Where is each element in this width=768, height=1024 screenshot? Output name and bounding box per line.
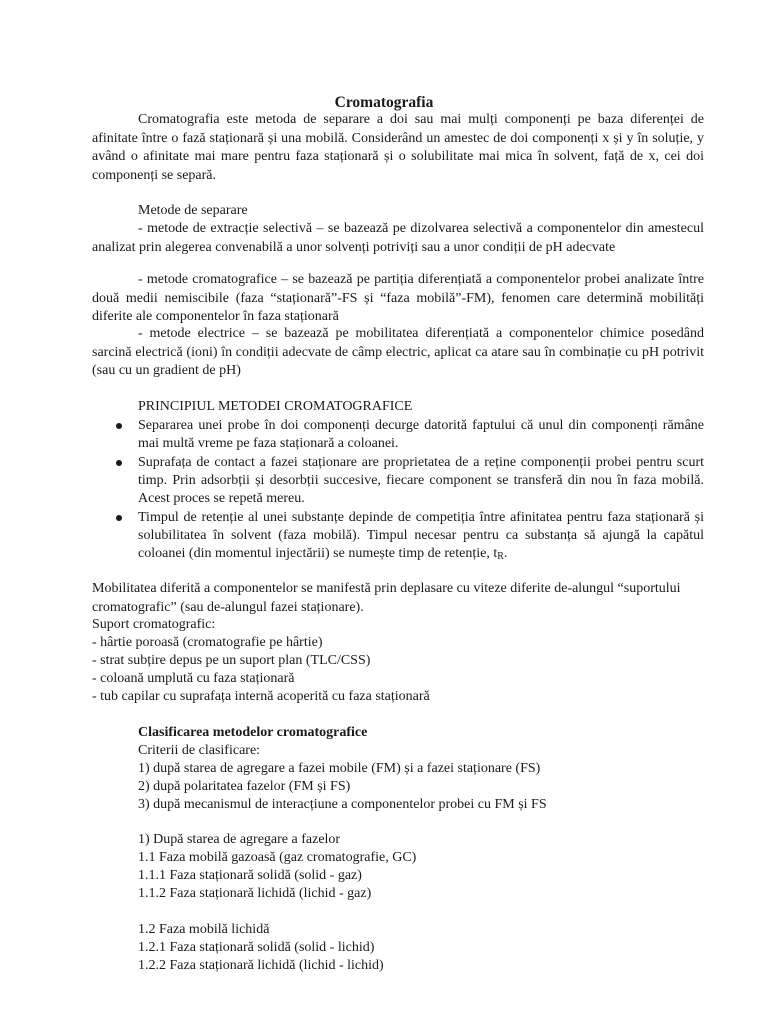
aggregation-gas-item: 1.1.1 Faza staționară solidă (solid - gaz) [138, 868, 362, 883]
page-title: Cromatografia [334, 94, 434, 111]
list-item: Timpul de retenție al unei substanțe depinde de competiția între afinitatea pentru faza staționară și solubilitatea în solvent (faza mobilă). Timpul necesar pentru ca substanța să ajungă la capătul coloanei (din momentul injectării) se numește timp de retenție, $t_R$. [114, 509, 704, 566]
retention-subscript: R [497, 551, 504, 562]
principle-heading: PRINCIPIUL METODEI CROMATOGRAFICE [138, 399, 413, 414]
support-item: - coloană umplută cu faza staționară [92, 671, 295, 686]
method-electric: - metode electrice – se bazează pe mobilitatea diferențiată a componentelor chimice posedând sarcină electrică (ioni) în condiții adecvate de câmp electric, aplicat ca atare sau în combinație cu pH potrivit (sau cu un gradient de pH) [92, 326, 704, 378]
support-item: - hârtie poroasă (cromatografie pe hârtie) [92, 635, 323, 650]
aggregation-gas-item: 1.1.2 Faza staționară lichidă (lichid - gaz) [138, 886, 372, 901]
method-chromatographic: - metode cromatografice – se bazează pe partiția diferențiată a componentelor probei analizate între două medii nemiscibile (faza “staționară”-FS și “faza mobilă”-FM), fenomen care determină mobilități diferite ale componentelor în faza staționară [92, 272, 704, 324]
criteria-item: 1) după starea de agregare a fazei mobile (FM) și a fazei staționare (FS) [138, 761, 541, 776]
bullet-icon [116, 460, 122, 466]
method-extraction: - metode de extracție selectivă – se bazează pe dizolvarea selectivă a componentelor din amestecul analizat prin alegerea convenabilă a unor solvenți potriviți sau a unor condiții de pH adecvate [92, 221, 704, 255]
criteria-item: 2) după polaritatea fazelor (FM și FS) [138, 779, 351, 794]
aggregation-heading: 1) După starea de agregare a fazelor [138, 832, 341, 847]
bullet-icon [116, 515, 122, 521]
criteria-item: 3) după mecanismul de interacțiune a componentelor probei cu FM și FS [138, 797, 547, 812]
intro-text: Cromatografia este metoda de separare a doi sau mai mulți componenți pe baza diferenței de afinitate între o fază staționară și una mobilă. Considerând un amestec de doi componenți x și y în soluție, y având o afinitate mai mare pentru faza staționară și o solubilitate mai mica în solvent, față de x, cei doi componenți se separă. [92, 112, 704, 183]
aggregation-liquid-item: 1.2.2 Faza staționară lichidă (lichid - lichid) [138, 958, 384, 973]
support-heading: Suport cromatografic: [92, 617, 216, 632]
mobility-paragraph: Mobilitatea diferită a componentelor se manifestă prin deplasare cu viteze diferite de-alungul “suportului cromatografic” (sau de-alungul fazei staționare). [92, 581, 681, 615]
list-item: Separarea unei probe în doi componenți decurge datorită faptului că unul din componenți rămâne mai multă vreme pe faza staționară a coloanei. [114, 417, 704, 453]
support-item: - strat subțire depus pe un suport plan (TLC/CSS) [92, 653, 371, 668]
principle-list [114, 417, 704, 566]
aggregation-liquid-item: 1.2 Faza mobilă lichidă [138, 922, 270, 937]
criteria-label: Criterii de clasificare: [138, 743, 261, 758]
methods-heading: Metode de separare [138, 203, 248, 218]
bullet-icon [116, 423, 122, 429]
list-item: Suprafața de contact a fazei staționare are proprietatea de a reține componenții probei pentru scurt timp. Prin adsorbții și desorbții succesive, fiecare component se transferă din nou în faza mobilă. Acest proces se repetă mereu. [114, 454, 704, 508]
aggregation-gas-item: 1.1 Faza mobilă gazoasă (gaz cromatografie, GC) [138, 850, 417, 865]
support-item: - tub capilar cu suprafața internă acoperită cu faza staționară [92, 689, 430, 704]
classification-heading: Clasificarea metodelor cromatografice [138, 725, 368, 740]
intro-paragraph [92, 111, 704, 185]
aggregation-liquid-item: 1.2.1 Faza staționară solidă (solid - lichid) [138, 940, 375, 955]
